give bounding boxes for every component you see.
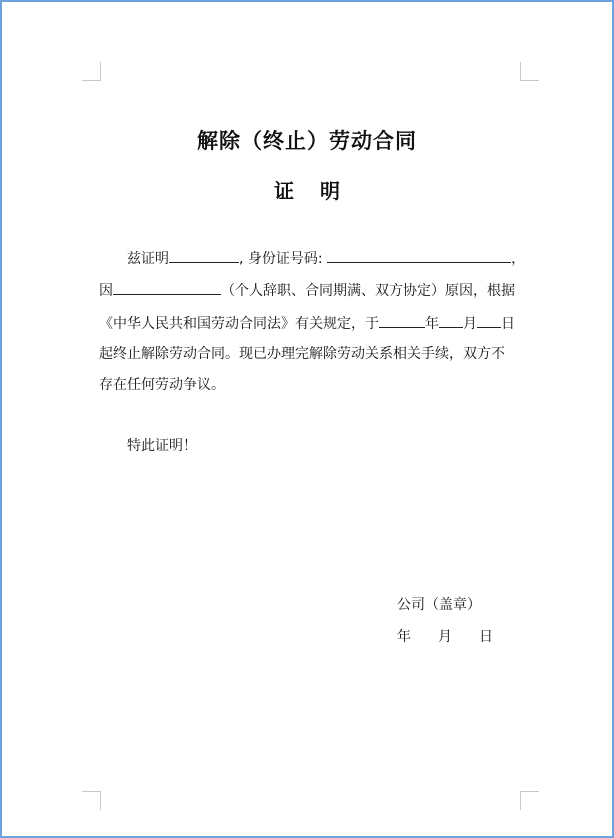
text-day: 日 xyxy=(501,316,515,332)
body-line-1 xyxy=(99,248,551,268)
closing-statement: 特此证明！ xyxy=(127,438,197,454)
document-title: 解除（终止）劳动合同 xyxy=(197,129,417,153)
margin-corner-bottom-right xyxy=(520,791,539,810)
company-seal-label: 公司（盖章） xyxy=(397,597,481,613)
text-id-label: , 身份证号码: xyxy=(239,251,328,267)
text-because: 因 xyxy=(99,283,113,299)
reason-blank[interactable] xyxy=(113,280,221,295)
signature-date xyxy=(397,628,493,646)
body-line-2 xyxy=(99,280,523,300)
day-blank[interactable] xyxy=(477,313,501,328)
text-year: 年 xyxy=(425,316,439,332)
margin-corner-bottom-left xyxy=(82,791,101,810)
body-line-4: 起终止解除劳动合同。现已办理完解除劳动关系相关手续，双方不 xyxy=(99,346,505,362)
text-law-reference: 《中华人民共和国劳动合同法》有关规定，于 xyxy=(99,316,379,332)
month-blank[interactable] xyxy=(439,313,463,328)
id-number-blank[interactable] xyxy=(327,248,511,263)
margin-corner-top-right xyxy=(520,62,539,81)
text-month: 月 xyxy=(463,316,477,332)
subtitle-char-1: 证 xyxy=(274,179,294,203)
sig-year: 年 xyxy=(397,629,411,645)
name-blank[interactable] xyxy=(169,248,239,263)
text-reason-options: （个人辞职、合同期满、双方协定）原因，根据 xyxy=(221,283,515,299)
year-blank[interactable] xyxy=(379,313,425,328)
body-line-3 xyxy=(99,313,523,333)
sig-month: 月 xyxy=(438,629,452,645)
document-subtitle xyxy=(2,175,612,204)
subtitle-char-2: 明 xyxy=(320,179,340,203)
text-certify: 兹证明 xyxy=(127,251,169,267)
text-comma: ， xyxy=(511,251,526,267)
body-line-5: 存在任何劳动争议。 xyxy=(99,377,225,393)
sig-day: 日 xyxy=(479,629,493,645)
margin-corner-top-left xyxy=(82,62,101,81)
